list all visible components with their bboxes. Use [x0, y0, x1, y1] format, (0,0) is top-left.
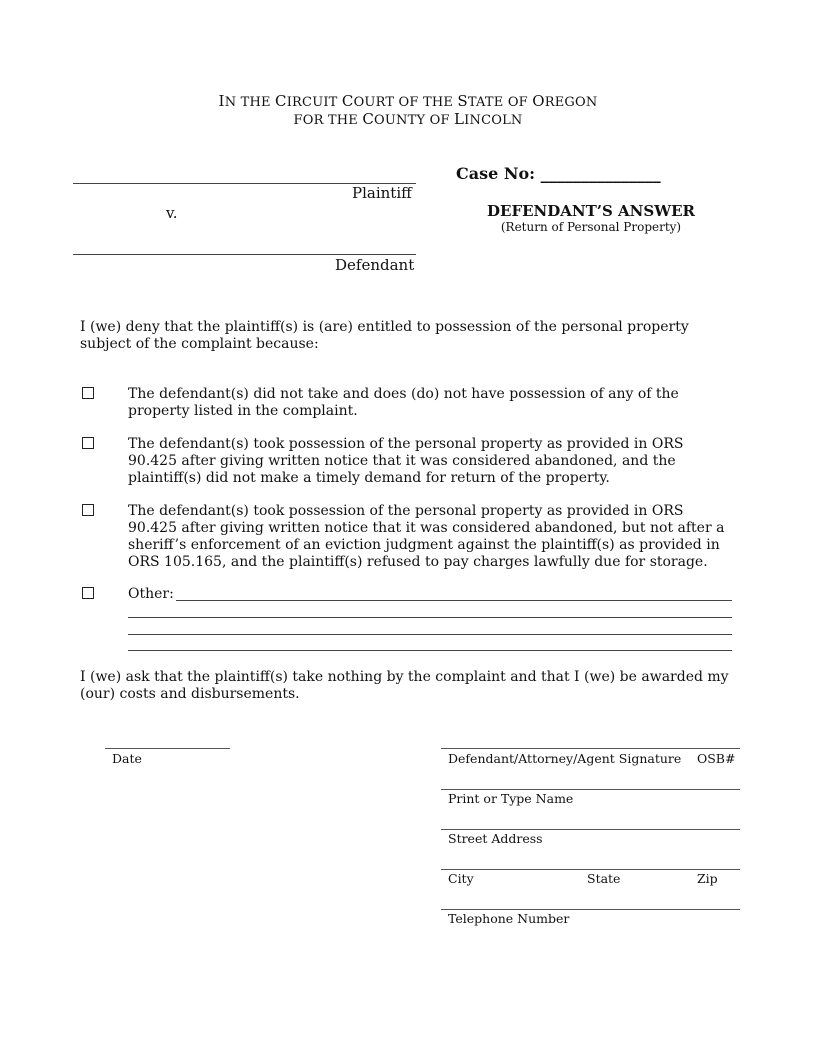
date-label: Date — [112, 751, 142, 766]
other-line-3[interactable] — [128, 634, 732, 635]
court-name-line2: FOR THE COUNTY OF LINCOLN — [293, 110, 523, 128]
signature-label: Defendant/Attorney/Agent Signature — [448, 751, 682, 766]
street-address-line[interactable] — [441, 829, 740, 830]
print-name-label: Print or Type Name — [448, 791, 574, 806]
defendant-name-line[interactable] — [73, 254, 416, 255]
print-name-line[interactable] — [441, 789, 740, 790]
state-label: State — [587, 871, 621, 886]
city-label: City — [448, 871, 474, 886]
date-line[interactable] — [105, 748, 230, 749]
option-2-text: The defendant(s) took possession of the personal property as provided in ORS 90.425 after giving written notice that it was considered abandoned, and the plaintiff(s) did not make a timely demand for return of the property. — [128, 436, 684, 486]
option-1-checkbox[interactable] — [82, 387, 94, 399]
city-state-zip-line[interactable] — [441, 869, 740, 870]
telephone-label: Telephone Number — [448, 911, 570, 926]
option-3-checkbox[interactable] — [82, 504, 94, 516]
other-checkbox[interactable] — [82, 587, 94, 599]
other-label: Other: — [128, 586, 174, 602]
option-2-checkbox[interactable] — [82, 437, 94, 449]
intro-paragraph: I (we) deny that the plaintiff(s) is (are) entitled to possession of the personal property subject of the complaint because: — [80, 319, 689, 352]
option-3-text: The defendant(s) took possession of the personal property as provided in ORS 90.425 after giving written notice that it was considered abandoned, but not after a sheriff’s enforcement of an eviction judgment against the plaintiff(s) as provided in ORS 105.165, and the plaintiff(s) refused to pay charges lawfully due for storage. — [128, 503, 725, 570]
other-line-4[interactable] — [128, 650, 732, 651]
other-line-1[interactable] — [176, 600, 732, 601]
other-line-2[interactable] — [128, 617, 732, 618]
zip-label: Zip — [697, 871, 718, 886]
osb-label: OSB# — [697, 751, 736, 766]
document-title: DEFENDANT’S ANSWER — [487, 202, 695, 220]
plaintiff-label: Plaintiff — [352, 184, 412, 202]
telephone-line[interactable] — [441, 909, 740, 910]
option-1-text: The defendant(s) did not take and does (do) not have possession of any of the property listed in the complaint. — [128, 386, 679, 419]
street-address-label: Street Address — [448, 831, 543, 846]
versus-label: v. — [166, 204, 178, 222]
signature-line[interactable] — [441, 748, 740, 749]
closing-paragraph: I (we) ask that the plaintiff(s) take nothing by the complaint and that I (we) be awarded my (our) costs and disbursements. — [80, 669, 729, 702]
document-subtitle: (Return of Personal Property) — [500, 220, 682, 234]
defendant-label: Defendant — [335, 256, 415, 274]
court-name-line1: IN THE CIRCUIT COURT OF THE STATE OF OREGON — [218, 92, 598, 110]
case-number-field[interactable]: Case No: _______________ — [456, 164, 661, 183]
